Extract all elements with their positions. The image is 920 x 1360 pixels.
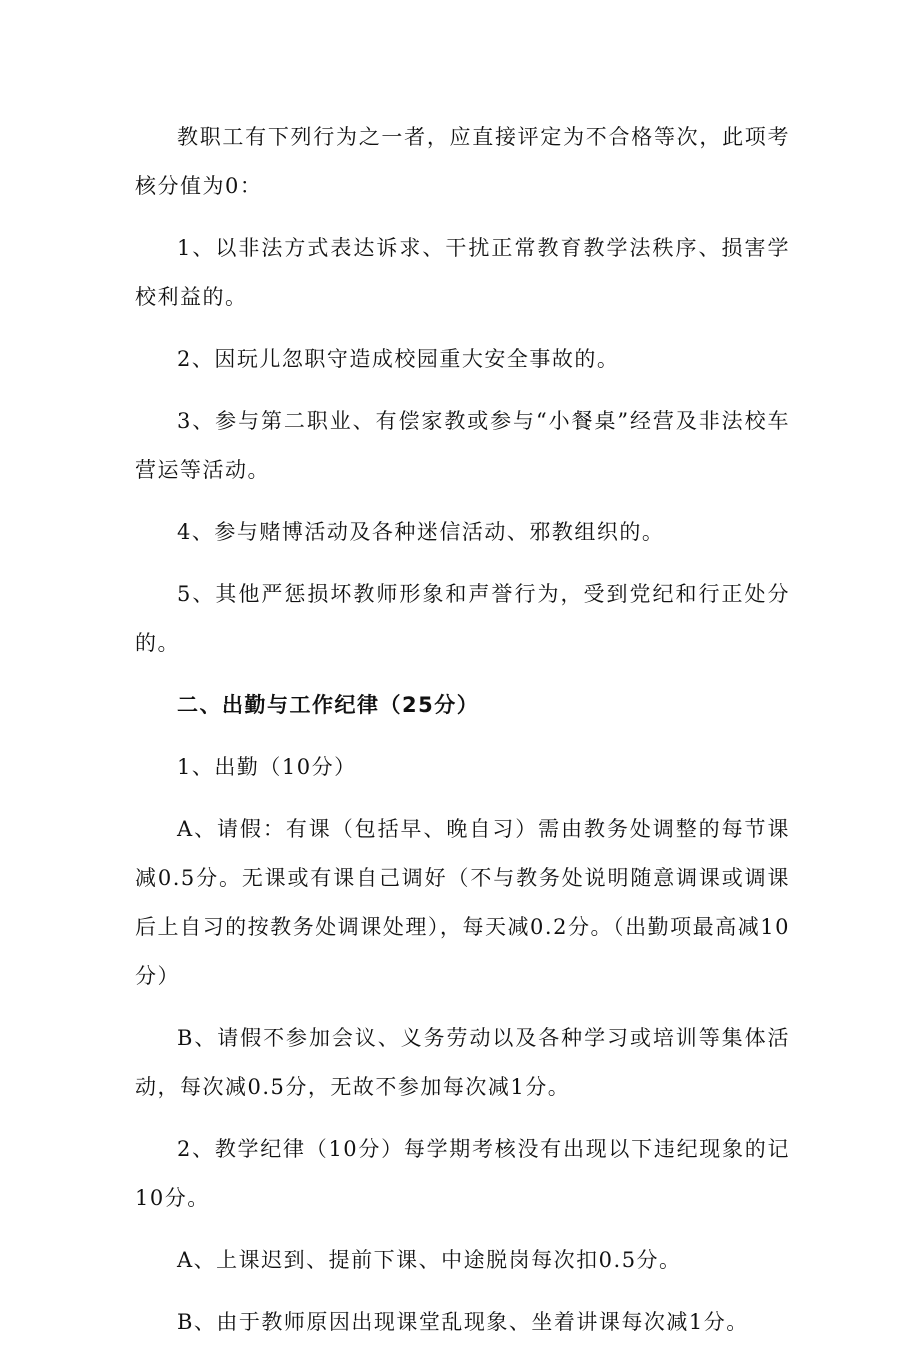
discipline-rule-b: B、由于教师原因出现课堂乱现象、坐着讲课每次减1分。 bbox=[177, 1310, 749, 1334]
discipline-rule-a: A、上课迟到、提前下课、中途脱岗每次扣0.5分。 bbox=[177, 1248, 682, 1272]
subsection-teaching-discipline: 2、教学纪律（10分）每学期考核没有出现以下违纪现象的记10分。 bbox=[135, 1137, 790, 1210]
document-page bbox=[135, 113, 790, 1360]
list-item-3: 3、参与第二职业、有偿家教或参与“小餐桌”经营及非法校车营运等活动。 bbox=[135, 409, 790, 482]
list-item-4: 4、参与赌博活动及各种迷信活动、邪教组织的。 bbox=[177, 520, 665, 544]
leave-rule-b: B、请假不参加会议、义务劳动以及各种学习或培训等集体活动，每次减0.5分，无故不参加每次减1分。 bbox=[135, 1026, 790, 1099]
list-item-2: 2、因玩儿忽职守造成校园重大安全事故的。 bbox=[177, 347, 620, 371]
list-item-1: 1、以非法方式表达诉求、干扰正常教育教学法秩序、损害学校利益的。 bbox=[135, 236, 790, 309]
disqualification-intro-paragraph: 教职工有下列行为之一者，应直接评定为不合格等次，此项考核分值为0： bbox=[135, 125, 790, 198]
list-item-5: 5、其他严惩损坏教师形象和声誉行为，受到党纪和行正处分的。 bbox=[135, 582, 790, 655]
subsection-attendance: 1、出勤（10分） bbox=[177, 755, 357, 779]
leave-rule-a: A、请假：有课（包括早、晚自习）需由教务处调整的每节课减0.5分。无课或有课自己调好（不与教务处说明随意调课或调课后上自习的按教务处调课处理），每天减0.2分。（出勤项最高减10分） bbox=[135, 817, 790, 988]
section-heading-attendance: 二、出勤与工作纪律（25分） bbox=[177, 693, 480, 717]
